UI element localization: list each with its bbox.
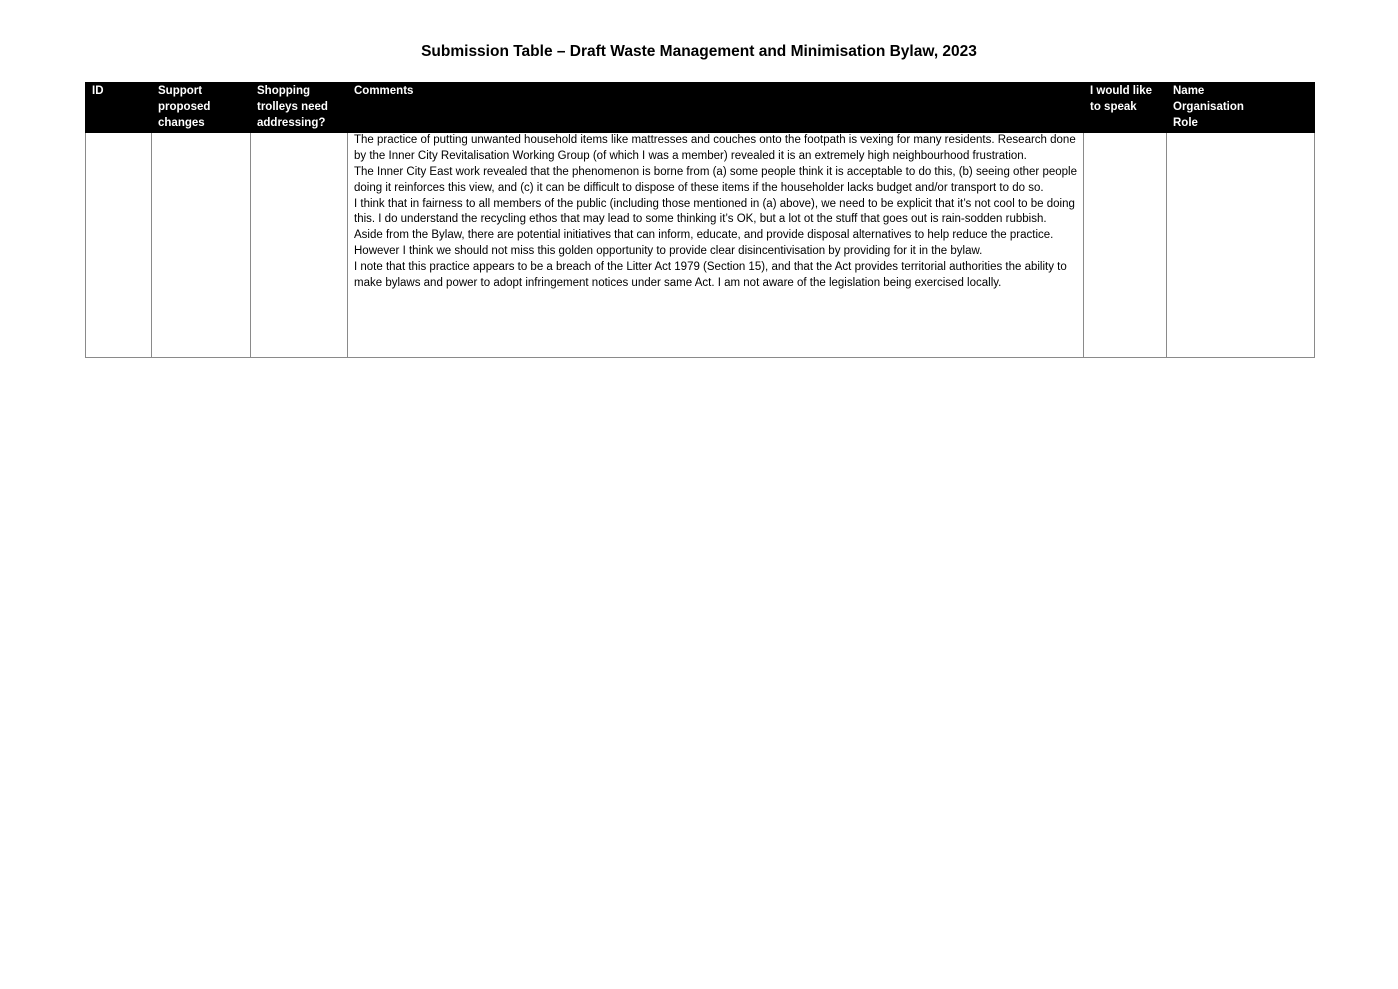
comment-paragraph-5: I note that this practice appears to be a breach of the Litter Act 1979 (Section 15), and that the Act provides territorial authorities the ability to make bylaws and power to adopt infringement notices under same Act. I am not aware of the legislation being exercised locally. — [354, 260, 1067, 289]
header-support-line-2: proposed — [158, 100, 211, 113]
header-support-line-3: changes — [158, 116, 205, 129]
cell-trolleys — [251, 133, 348, 358]
header-speak-line-1: I would like — [1090, 85, 1152, 97]
comment-paragraph-3: I think that in fairness to all members of the public (including those mentioned in (a) above), we need to be explicit that it’s not cool to be doing this. I do understand the recycling ethos that may lead to some thinking it’s OK, but a lot ot the stuff that goes out is rain-sodden rubbish. — [354, 197, 1075, 226]
header-comments — [348, 83, 1084, 133]
header-trolleys-line-3: addressing? — [257, 116, 326, 129]
header-would-like-to-speak — [1084, 83, 1167, 133]
cell-comments — [348, 133, 1084, 358]
header-trolleys-line-2: trolleys need — [257, 100, 328, 113]
header-name-line-3: Role — [1173, 116, 1198, 129]
cell-name — [1167, 133, 1315, 358]
header-name-line-1: Name — [1173, 85, 1205, 97]
header-trolleys-line-1: Shopping — [257, 85, 311, 97]
cell-speak — [1084, 133, 1167, 358]
header-shopping-trolleys — [251, 83, 348, 133]
header-speak-line-2: to speak — [1090, 100, 1137, 113]
comment-paragraph-1: The practice of putting unwanted household items like mattresses and couches onto the footpath is vexing for many residents. Research done by the Inner City Revitalisation Working Group (of which I was a member) revealed it is an extremely high neighbourhood frustration. — [354, 134, 1076, 163]
header-id-label: ID — [92, 85, 104, 97]
comment-paragraph-2: The Inner City East work revealed that the phenomenon is borne from (a) some people think it is acceptable to do this, (b) seeing other people doing it reinforces this view, and (c) it can be difficult to dispose of these items if the householder lacks budget and/or transport to do so. — [354, 165, 1077, 194]
header-id — [86, 83, 152, 133]
header-comments-label: Comments — [354, 85, 414, 97]
header-support-line-1: Support — [158, 85, 203, 97]
cell-id — [86, 133, 152, 358]
header-name-organisation-role — [1167, 83, 1315, 133]
header-support-proposed-changes — [152, 83, 251, 133]
header-name-line-2: Organisation — [1173, 100, 1244, 113]
comment-paragraph-4: Aside from the Bylaw, there are potential initiatives that can inform, educate, and provide disposal alternatives to help reduce the practice. However I think we should not miss this golden opportunity to provide clear disincentivisation by providing for it in the bylaw. — [354, 229, 1054, 257]
table-row — [86, 133, 1315, 358]
table-header-row — [86, 83, 1315, 133]
document-title: Submission Table – Draft Waste Management and Minimisation Bylaw, 2023 — [421, 43, 977, 60]
cell-support — [152, 133, 251, 358]
submission-table — [85, 82, 1315, 358]
